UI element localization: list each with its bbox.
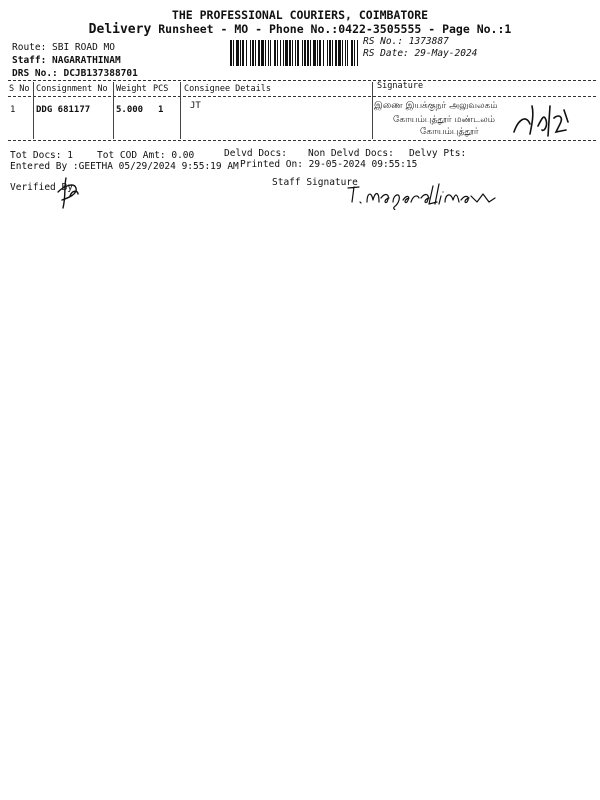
cell-weight: 5.000	[116, 105, 144, 115]
header-sno: S No	[9, 84, 30, 94]
col-divider	[33, 82, 34, 139]
entered-by: Entered By :GEETHA 05/29/2024 9:55:19 AM	[10, 161, 239, 172]
staff-label: Staff: NAGARATHINAM	[12, 55, 121, 66]
header-consignee: Consignee Details	[184, 84, 271, 94]
header-consignment: Consignment No	[36, 84, 108, 94]
header-weight: Weight	[116, 84, 147, 94]
stamp-line-3: கோயம்புத்தூர்	[420, 127, 479, 137]
cell-consignee: JT	[190, 101, 201, 111]
table-top-rule	[8, 80, 596, 81]
table-header-rule	[8, 96, 596, 97]
drs-label: DRS No.: DCJB137388701	[12, 68, 138, 79]
runsheet-word: Delivery	[88, 22, 152, 37]
route-label: Route: SBI ROAD MO	[12, 42, 115, 53]
runsheet-rest: Runsheet - MO - Phone No.:0422-3505555 - Page No.:1	[151, 22, 512, 36]
printed-on: Printed On: 29-05-2024 09:55:15	[240, 159, 418, 170]
stamp-line-1: இணை இயக்குநர் அலுவலகம்	[374, 101, 498, 111]
header-signature: Signature	[377, 81, 424, 91]
delvy-pts: Delvy Pts:	[409, 148, 467, 159]
tot-cod-amt: Tot COD Amt: 0.00	[97, 150, 195, 161]
verifier-signature	[54, 176, 82, 210]
receiver-signature-date	[508, 100, 572, 138]
stamp-line-2: கோயம்புத்தூர் மண்டலம்	[393, 115, 495, 125]
non-delvd-docs: Non Delvd Docs:	[308, 148, 394, 159]
staff-signature-label: Staff Signature	[272, 177, 358, 188]
staff-signature-handwritten	[345, 180, 497, 210]
runsheet-title	[0, 22, 600, 37]
delvd-docs: Delvd Docs:	[224, 148, 287, 159]
company-title: THE PROFESSIONAL COURIERS, COIMBATORE	[171, 8, 429, 22]
col-divider	[113, 82, 114, 139]
rs-no-label: RS No.: 1373887	[363, 36, 449, 47]
barcode	[230, 40, 358, 66]
header-pcs: PCS	[153, 84, 169, 94]
table-bottom-rule	[8, 140, 596, 141]
cell-pcs: 1	[158, 105, 164, 115]
col-divider	[180, 82, 181, 139]
tot-docs: Tot Docs: 1	[10, 150, 73, 161]
rs-date-label: RS Date: 29-May-2024	[363, 48, 478, 59]
cell-sno: 1	[10, 105, 16, 115]
verified-by-label: Verified By	[10, 182, 73, 193]
cell-consignment: DDG 681177	[36, 105, 91, 115]
col-divider	[372, 82, 373, 139]
